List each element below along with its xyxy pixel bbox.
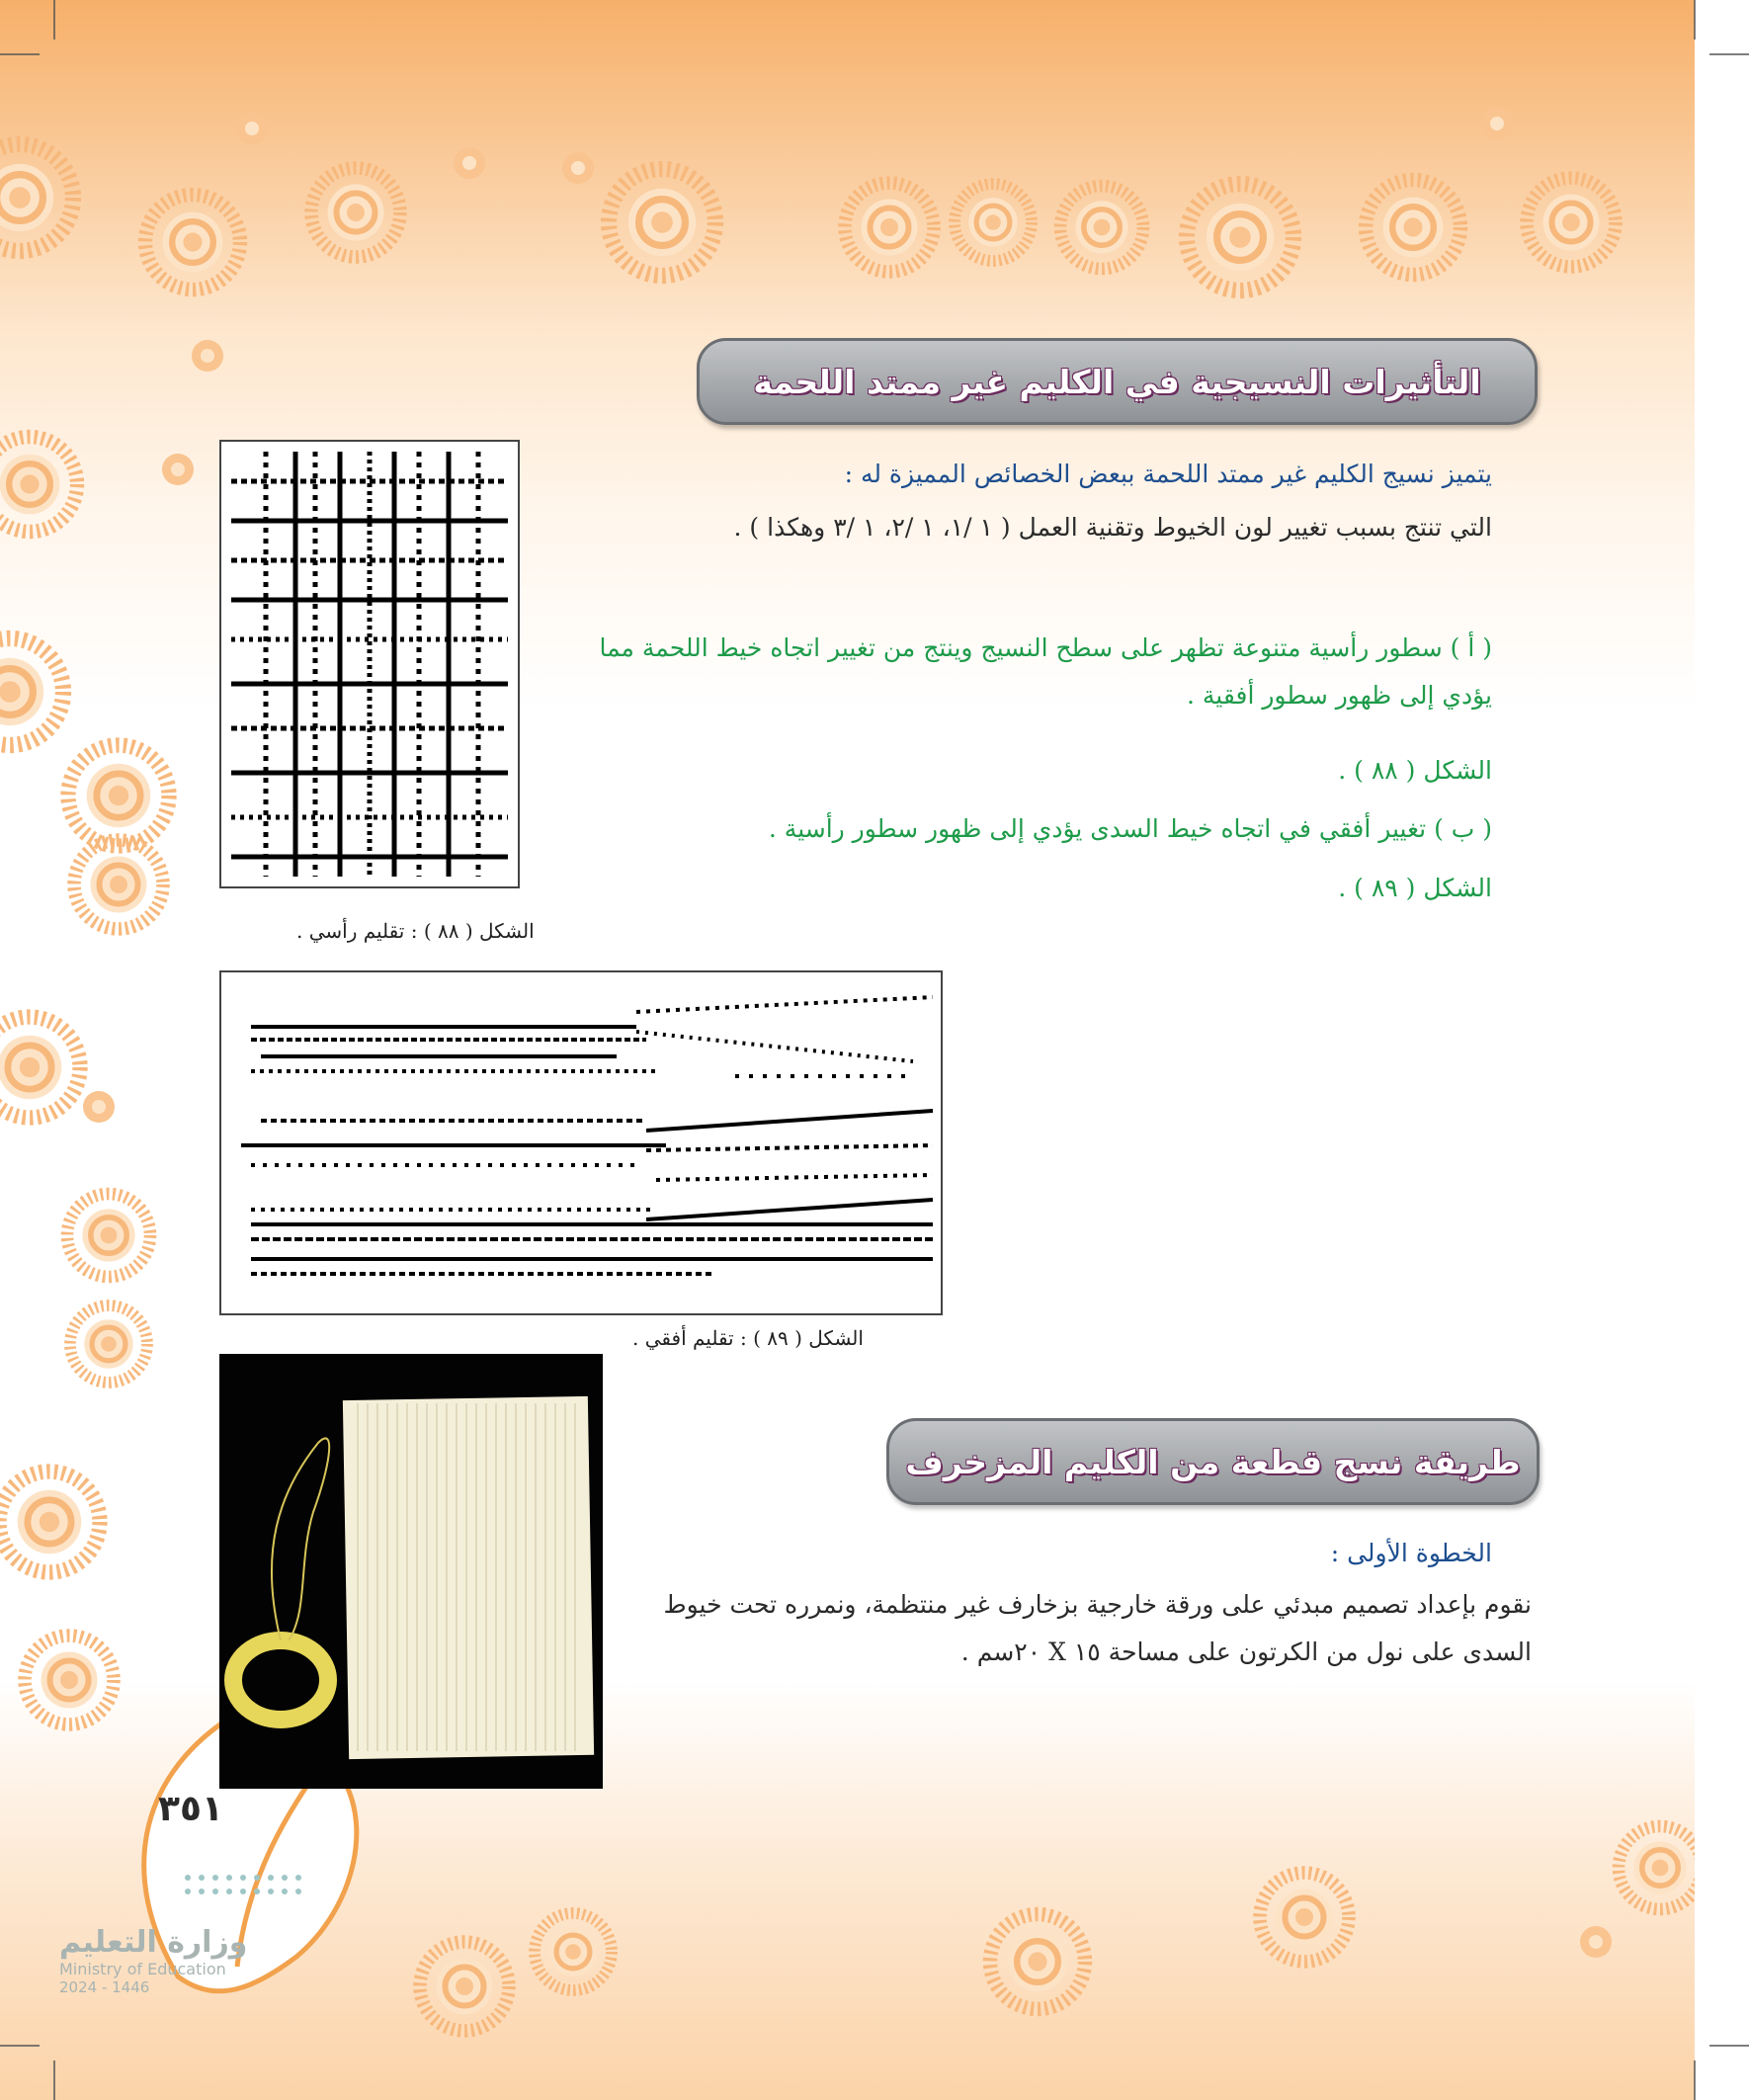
intro-line: يتميز نسيج الكليم غير ممتد اللحمة ببعض الخصائص المميزة له : xyxy=(844,460,1492,488)
edition-year: 2024 - 1446 xyxy=(59,1978,150,1996)
step-1-title: الخطوة الأولى : xyxy=(1330,1539,1492,1567)
section-heading-text: طريقة نسج قطعة من الكليم المزخرف xyxy=(905,1442,1521,1481)
figure-89-caption: الشكل ( ٨٩ ) : تقليم أفقي . xyxy=(632,1326,864,1350)
point-b-reference: الشكل ( ٨٩ ) . xyxy=(1338,874,1492,902)
point-a: ( أ ) سطور رأسية متنوعة تظهر على سطح النسيج وينتج من تغيير اتجاه خيط اللحمة مما يؤدي إلى ظهور سطور أفقية . xyxy=(599,633,1492,710)
intro-detail: التي تنتج بسبب تغيير لون الخيوط وتقنية العمل ( ١ /١، ١ /٢، ١ /٣ وهكذا ) . xyxy=(733,513,1492,542)
ministry-name-arabic: وزارة التعليم xyxy=(59,1925,248,1960)
step-1-text: نقوم بإعداد تصميم مبدئي على ورقة خارجية بزخارف غير منتظمة، ونمرره تحت خيوط السدى على نول من الكرتون على مساحة ١٥ X ٢٠سم . xyxy=(663,1590,1532,1666)
point-a-reference: الشكل ( ٨٨ ) . xyxy=(1338,756,1492,785)
section-heading-text: التأثيرات النسيجية في الكليم غير ممتد اللحمة xyxy=(753,362,1481,401)
page-number: ٣٥١ xyxy=(158,1789,223,1829)
ministry-name-english: Ministry of Education xyxy=(59,1960,226,1978)
point-b: ( ب ) تغيير أفقي في اتجاه خيط السدى يؤدي إلى ظهور سطور رأسية . xyxy=(768,814,1492,843)
figure-88-caption: الشكل ( ٨٨ ) : تقليم رأسي . xyxy=(296,919,535,943)
